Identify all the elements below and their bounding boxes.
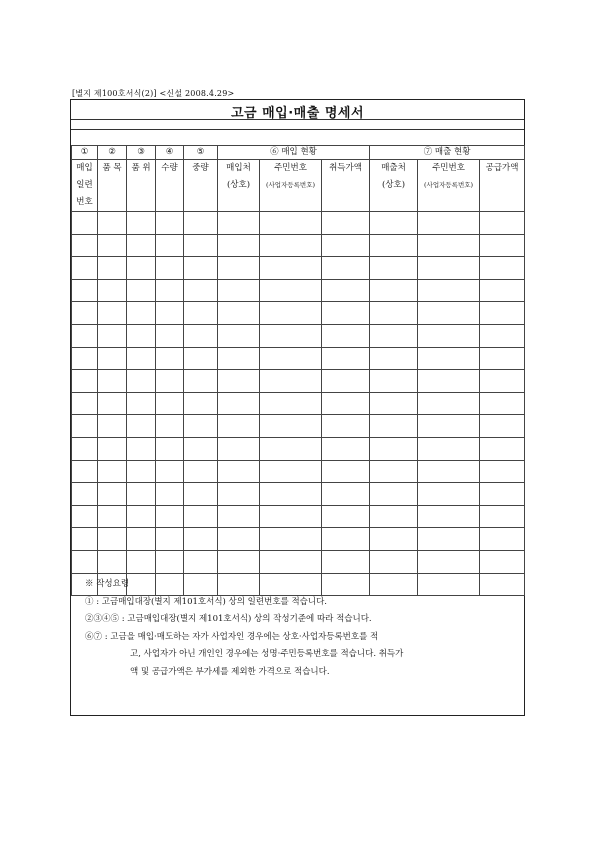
table-cell[interactable] <box>156 550 184 573</box>
table-cell[interactable] <box>72 370 98 393</box>
table-cell[interactable] <box>127 437 156 460</box>
table-cell[interactable] <box>218 528 260 551</box>
table-row <box>72 528 525 551</box>
table-cell[interactable] <box>480 324 525 347</box>
table-cell[interactable] <box>72 392 98 415</box>
table-cell[interactable] <box>370 460 418 483</box>
table-cell[interactable] <box>370 437 418 460</box>
table-cell[interactable] <box>260 234 322 257</box>
table-cell[interactable] <box>98 528 127 551</box>
table-cell[interactable] <box>418 234 480 257</box>
table-cell[interactable] <box>127 483 156 506</box>
table-cell[interactable] <box>370 347 418 370</box>
table-cell[interactable] <box>127 212 156 235</box>
instructions-heading: ※ 작성요령 <box>85 579 130 589</box>
table-cell[interactable] <box>156 460 184 483</box>
table-cell[interactable] <box>156 302 184 325</box>
table-cell[interactable] <box>98 212 127 235</box>
table-cell[interactable] <box>260 347 322 370</box>
table-row <box>72 460 525 483</box>
weight-header: 중량 <box>184 160 218 212</box>
instruction-3b: 고, 사업자가 아닌 개인인 경우에는 성명·주민등록번호를 적습니다. 취득가 <box>130 649 404 659</box>
table-cell[interactable] <box>322 324 370 347</box>
table-cell[interactable] <box>127 324 156 347</box>
table-cell[interactable] <box>98 505 127 528</box>
table-cell[interactable] <box>127 415 156 438</box>
table-cell[interactable] <box>184 347 218 370</box>
table-cell[interactable] <box>418 460 480 483</box>
table-cell[interactable] <box>218 347 260 370</box>
table-cell[interactable] <box>127 370 156 393</box>
form-frame <box>70 99 525 716</box>
table-cell[interactable] <box>184 437 218 460</box>
table-row <box>72 257 525 280</box>
table-cell[interactable] <box>184 528 218 551</box>
table-cell[interactable] <box>184 392 218 415</box>
table-cell[interactable] <box>260 505 322 528</box>
table-cell[interactable] <box>260 460 322 483</box>
table-cell[interactable] <box>72 483 98 506</box>
table-cell[interactable] <box>480 234 525 257</box>
table-cell[interactable] <box>156 324 184 347</box>
table-cell[interactable] <box>184 483 218 506</box>
table-cell[interactable] <box>322 437 370 460</box>
table-cell[interactable] <box>127 505 156 528</box>
table-cell[interactable] <box>127 528 156 551</box>
table-cell[interactable] <box>322 415 370 438</box>
table-cell[interactable] <box>72 234 98 257</box>
table-cell[interactable] <box>418 324 480 347</box>
table-cell[interactable] <box>418 392 480 415</box>
sales-id-sub: (사업자등록번호) <box>424 181 474 189</box>
table-row <box>72 415 525 438</box>
title-divider <box>71 119 524 120</box>
table-cell[interactable] <box>322 550 370 573</box>
table-cell[interactable] <box>370 302 418 325</box>
table-cell[interactable] <box>98 483 127 506</box>
table-cell[interactable] <box>184 212 218 235</box>
grade-header: 품 위 <box>127 160 156 212</box>
table-cell[interactable] <box>218 550 260 573</box>
table-cell[interactable] <box>156 279 184 302</box>
table-cell[interactable] <box>72 550 98 573</box>
table-cell[interactable] <box>184 324 218 347</box>
table-cell[interactable] <box>156 392 184 415</box>
buyer-from-sub: (상호) <box>226 180 251 190</box>
table-cell[interactable] <box>418 370 480 393</box>
table-cell[interactable] <box>480 505 525 528</box>
table-cell[interactable] <box>184 415 218 438</box>
table-cell[interactable] <box>218 234 260 257</box>
table-cell[interactable] <box>322 347 370 370</box>
table-row <box>72 347 525 370</box>
table-cell[interactable] <box>72 302 98 325</box>
table-cell[interactable] <box>260 392 322 415</box>
table-cell[interactable] <box>127 279 156 302</box>
table-cell[interactable] <box>156 370 184 393</box>
form-caption: [별지 제100호서식(2)] <신설 2008.4.29> <box>72 89 235 98</box>
col-num-1: ① <box>72 146 98 160</box>
header-row-2 <box>72 160 525 212</box>
table-cell[interactable] <box>480 347 525 370</box>
col-num-5: ⑤ <box>184 146 218 160</box>
table-cell[interactable] <box>184 257 218 280</box>
table-cell[interactable] <box>322 392 370 415</box>
buyer-from-label: 매입처 <box>226 163 251 173</box>
item-header: 품 목 <box>98 160 127 212</box>
table-cell[interactable] <box>218 505 260 528</box>
table-cell[interactable] <box>370 279 418 302</box>
table-cell[interactable] <box>156 234 184 257</box>
table-cell[interactable] <box>322 257 370 280</box>
table-cell[interactable] <box>480 392 525 415</box>
table-cell[interactable] <box>127 550 156 573</box>
table-cell[interactable] <box>218 324 260 347</box>
col-num-2: ② <box>98 146 127 160</box>
table-cell[interactable] <box>480 415 525 438</box>
table-cell[interactable] <box>480 279 525 302</box>
table-cell[interactable] <box>72 257 98 280</box>
table-cell[interactable] <box>322 302 370 325</box>
sold-to-header <box>370 160 418 212</box>
table-cell[interactable] <box>98 279 127 302</box>
table-cell[interactable] <box>480 437 525 460</box>
table-cell[interactable] <box>156 505 184 528</box>
blank-row-divider <box>71 129 524 130</box>
table-cell[interactable] <box>98 415 127 438</box>
table-cell[interactable] <box>218 212 260 235</box>
table-cell[interactable] <box>98 302 127 325</box>
table-cell[interactable] <box>98 370 127 393</box>
table-cell[interactable] <box>72 528 98 551</box>
table-cell[interactable] <box>322 370 370 393</box>
table-body <box>72 212 525 596</box>
table-cell[interactable] <box>218 415 260 438</box>
table-cell[interactable] <box>370 257 418 280</box>
table-cell[interactable] <box>260 550 322 573</box>
table-cell[interactable] <box>260 212 322 235</box>
table-row <box>72 302 525 325</box>
sold-to-label: 매출처 <box>381 163 406 173</box>
table-cell[interactable] <box>98 392 127 415</box>
table-cell[interactable] <box>156 347 184 370</box>
acquisition-price-header: 취득가액 <box>322 160 370 212</box>
table-cell[interactable] <box>322 234 370 257</box>
table-cell[interactable] <box>480 550 525 573</box>
table-cell[interactable] <box>127 257 156 280</box>
table-cell[interactable] <box>260 324 322 347</box>
serial-number-header <box>72 160 98 212</box>
instruction-2: ②③④⑤ : 고금매입대장(별지 제101호서식) 상의 작성기준에 따라 적습니다. <box>85 614 372 624</box>
table-cell[interactable] <box>480 370 525 393</box>
table-cell[interactable] <box>218 483 260 506</box>
table-row <box>72 279 525 302</box>
table-cell[interactable] <box>322 483 370 506</box>
table-cell[interactable] <box>480 483 525 506</box>
header-row-1 <box>72 146 525 160</box>
table-cell[interactable] <box>218 279 260 302</box>
table-cell[interactable] <box>480 528 525 551</box>
table-cell[interactable] <box>156 212 184 235</box>
quantity-header: 수량 <box>156 160 184 212</box>
table-cell[interactable] <box>98 347 127 370</box>
table-cell[interactable] <box>322 505 370 528</box>
table-cell[interactable] <box>218 437 260 460</box>
table-cell[interactable] <box>418 415 480 438</box>
table-cell[interactable] <box>418 550 480 573</box>
table-cell[interactable] <box>218 302 260 325</box>
table-cell[interactable] <box>370 324 418 347</box>
table-cell[interactable] <box>418 212 480 235</box>
table-row <box>72 234 525 257</box>
purchase-group-header: ⑥ 매입 현황 <box>218 146 370 160</box>
table-cell[interactable] <box>127 302 156 325</box>
table-cell[interactable] <box>156 257 184 280</box>
table-cell[interactable] <box>156 528 184 551</box>
table-cell[interactable] <box>260 370 322 393</box>
table-cell[interactable] <box>260 483 322 506</box>
col-num-3: ③ <box>127 146 156 160</box>
purchase-id-label: 주민번호 <box>274 163 307 173</box>
table-cell[interactable] <box>98 234 127 257</box>
sales-group-header: ⑦ 매출 현황 <box>370 146 525 160</box>
table-cell[interactable] <box>322 528 370 551</box>
table-cell[interactable] <box>370 415 418 438</box>
table-cell[interactable] <box>72 437 98 460</box>
supply-price-header: 공급가액 <box>480 160 525 212</box>
instruction-1: ① : 고금매입대장(별지 제101호서식) 상의 일련번호를 적습니다. <box>85 596 327 607</box>
table-cell[interactable] <box>322 460 370 483</box>
serial-label-3: 번호 <box>76 197 93 207</box>
form-title: 고금 매입·매출 명세서 <box>230 106 364 121</box>
table-row <box>72 370 525 393</box>
table-row <box>72 550 525 573</box>
table-cell[interactable] <box>370 392 418 415</box>
table-cell[interactable] <box>184 279 218 302</box>
buyer-from-header <box>218 160 260 212</box>
table-cell[interactable] <box>127 347 156 370</box>
sales-id-header <box>418 160 480 212</box>
table-cell[interactable] <box>72 347 98 370</box>
table-cell[interactable] <box>418 347 480 370</box>
table-cell[interactable] <box>98 550 127 573</box>
sales-id-label: 주민번호 <box>432 163 465 173</box>
table-cell[interactable] <box>184 460 218 483</box>
purchase-id-header <box>260 160 322 212</box>
table-cell[interactable] <box>260 302 322 325</box>
table-cell[interactable] <box>184 550 218 573</box>
serial-label-2: 일련 <box>76 180 93 190</box>
table-cell[interactable] <box>418 505 480 528</box>
table-cell[interactable] <box>72 415 98 438</box>
table-cell[interactable] <box>218 257 260 280</box>
table-cell[interactable] <box>72 460 98 483</box>
table-cell[interactable] <box>184 370 218 393</box>
table-cell[interactable] <box>127 234 156 257</box>
table-row <box>72 324 525 347</box>
table-cell[interactable] <box>418 302 480 325</box>
sold-to-sub: (상호) <box>382 180 406 190</box>
instruction-3c: 액 및 공급가액은 부가세를 제외한 가격으로 적습니다. <box>130 666 330 677</box>
table-row <box>72 392 525 415</box>
table-cell[interactable] <box>98 257 127 280</box>
table-row <box>72 505 525 528</box>
table-cell[interactable] <box>218 460 260 483</box>
table-cell[interactable] <box>418 483 480 506</box>
table-cell[interactable] <box>127 460 156 483</box>
table-cell[interactable] <box>98 437 127 460</box>
table-cell[interactable] <box>322 279 370 302</box>
table-cell[interactable] <box>370 212 418 235</box>
table-cell[interactable] <box>156 415 184 438</box>
table-cell[interactable] <box>418 257 480 280</box>
instruction-3a: ⑥⑦ : 고금을 매입·매도하는 자가 사업자인 경우에는 상호·사업자등록번호를 적 <box>85 631 379 642</box>
table-cell[interactable] <box>480 302 525 325</box>
table-cell[interactable] <box>418 437 480 460</box>
table-cell[interactable] <box>184 505 218 528</box>
instructions <box>85 576 515 681</box>
table-cell[interactable] <box>218 392 260 415</box>
table-cell[interactable] <box>156 483 184 506</box>
table-row <box>72 483 525 506</box>
table-cell[interactable] <box>156 437 184 460</box>
table-cell[interactable] <box>127 392 156 415</box>
ledger-table <box>71 145 525 596</box>
table-cell[interactable] <box>260 437 322 460</box>
table-cell[interactable] <box>72 324 98 347</box>
table-cell[interactable] <box>260 279 322 302</box>
purchase-id-sub: (사업자등록번호) <box>265 181 316 189</box>
table-row <box>72 212 525 235</box>
table-cell[interactable] <box>370 483 418 506</box>
col-num-4: ④ <box>156 146 184 160</box>
table-cell[interactable] <box>98 324 127 347</box>
table-cell[interactable] <box>184 234 218 257</box>
table-cell[interactable] <box>370 550 418 573</box>
table-cell[interactable] <box>260 257 322 280</box>
table-cell[interactable] <box>370 234 418 257</box>
table-cell[interactable] <box>480 257 525 280</box>
table-cell[interactable] <box>184 302 218 325</box>
table-cell[interactable] <box>322 212 370 235</box>
table-cell[interactable] <box>480 212 525 235</box>
table-cell[interactable] <box>370 370 418 393</box>
table-cell[interactable] <box>480 460 525 483</box>
table-cell[interactable] <box>72 279 98 302</box>
table-cell[interactable] <box>418 279 480 302</box>
table-cell[interactable] <box>260 415 322 438</box>
table-cell[interactable] <box>72 505 98 528</box>
serial-label-1: 매입 <box>76 163 93 173</box>
table-cell[interactable] <box>370 528 418 551</box>
table-cell[interactable] <box>260 528 322 551</box>
table-cell[interactable] <box>98 460 127 483</box>
table-cell[interactable] <box>72 212 98 235</box>
table-row <box>72 437 525 460</box>
table-cell[interactable] <box>218 370 260 393</box>
table-cell[interactable] <box>370 505 418 528</box>
table-cell[interactable] <box>418 528 480 551</box>
